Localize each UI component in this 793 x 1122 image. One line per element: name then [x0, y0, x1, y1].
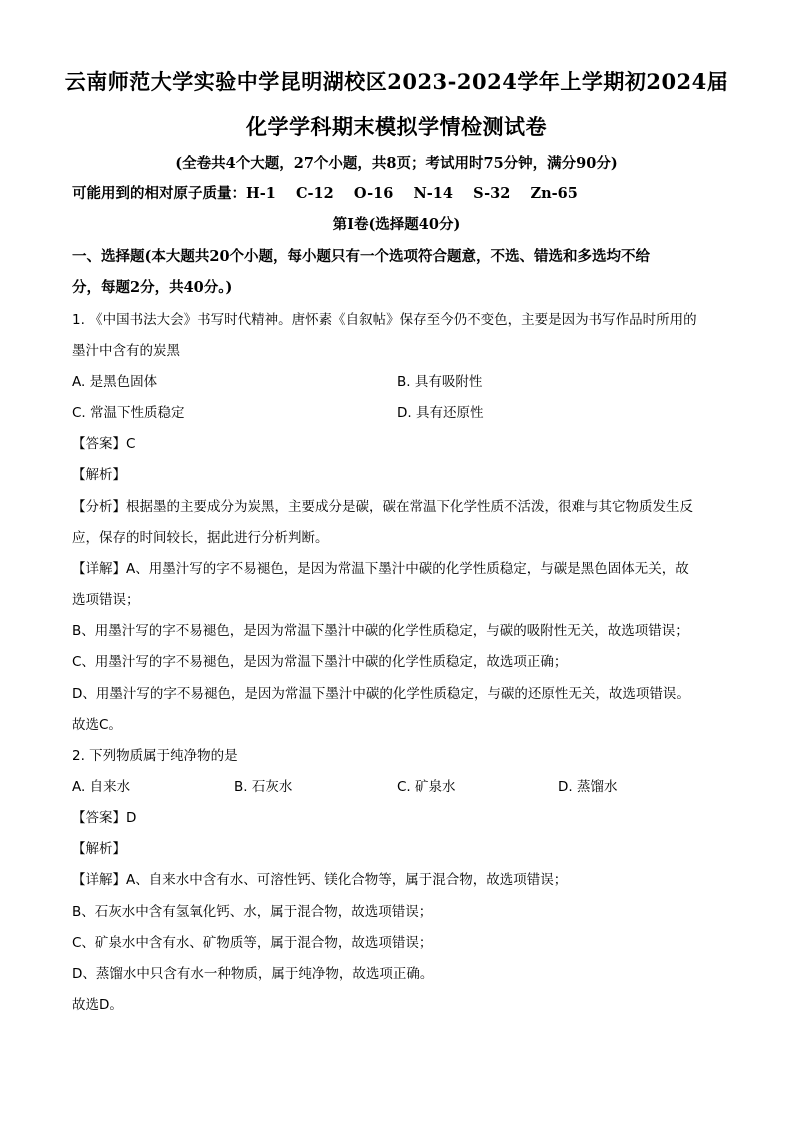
q1-stem-line1: 1. 《中国书法大会》书写时代精神。唐怀素《自叙帖》保存至今仍不变色，主要是因为书写作品时所用的 [72, 312, 697, 328]
q2-detail-line1: 【详解】A、自来水中含有水、可溶性钙、镁化合物等，属于混合物，故选项错误； [72, 872, 568, 888]
q2-answer: 【答案】D [72, 810, 137, 826]
q1-analysis-line1: 【分析】根据墨的主要成分为炭黑，主要成分是碳，碳在常温下化学性质不活泼，很难与其它物质发生反 [72, 499, 693, 515]
exam-info: (全卷共4个大题，27个小题，共8页；考试用时75分钟，满分90分) [175, 155, 618, 172]
q1-detail-line1: 【详解】A、用墨汁写的字不易褪色，是因为常温下墨汁中碳的化学性质稳定，与碳是黑色固体无关，故 [72, 561, 689, 577]
section-heading: 第Ⅰ卷(选择题40分) [332, 216, 461, 233]
q2-analysis-label: 【解析】 [72, 841, 126, 857]
q1-analysis-label: 【解析】 [72, 467, 126, 483]
q1-stem-line2: 墨汁中含有的炭黑 [72, 343, 180, 359]
q1-conclusion: 故选C。 [72, 717, 122, 733]
q2-option-c: C. 矿泉水 [397, 779, 456, 795]
q2-option-d: D. 蒸馏水 [558, 779, 618, 795]
q2-option-a: A. 自来水 [72, 779, 131, 795]
q2-stem: 2. 下列物质属于纯净物的是 [72, 748, 238, 764]
exam-title-line2: 化学学科期末模拟学情检测试卷 [246, 114, 547, 139]
q1-option-d: D. 具有还原性 [397, 405, 484, 421]
exam-title-line1: 云南师范大学实验中学昆明湖校区2023-2024学年上学期初2024届 [64, 69, 729, 94]
section-instruction-line2: 分，每题2分，共40分。) [72, 279, 233, 296]
q1-detail-line4: C、用墨汁写的字不易褪色，是因为常温下墨汁中碳的化学性质稳定，故选项正确； [72, 654, 568, 670]
q2-detail-line4: D、蒸馏水中只含有水一种物质，属于纯净物，故选项正确。 [72, 966, 434, 982]
section-instruction-line1: 一、选择题(本大题共20个小题，每小题只有一个选项符合题意，不选、错选和多选均不给 [72, 248, 651, 265]
q1-option-a: A. 是黑色固体 [72, 374, 158, 390]
atomic-mass-line: 可能用到的相对原子质量：H-1 C-12 O-16 N-14 S-32 Zn-65 [72, 185, 578, 202]
q2-option-b: B. 石灰水 [234, 779, 293, 795]
q1-detail-line2: 选项错误； [72, 592, 140, 608]
q1-analysis-line2: 应，保存的时间较长，据此进行分析判断。 [72, 530, 329, 546]
q2-detail-line3: C、矿泉水中含有水、矿物质等，属于混合物，故选项错误； [72, 935, 433, 951]
q1-detail-line3: B、用墨汁写的字不易褪色，是因为常温下墨汁中碳的化学性质稳定，与碳的吸附性无关，故选项错误； [72, 623, 689, 639]
q1-option-c: C. 常温下性质稳定 [72, 405, 185, 421]
q2-detail-line2: B、石灰水中含有氢氧化钙、水，属于混合物，故选项错误； [72, 904, 433, 920]
q1-answer: 【答案】C [72, 436, 136, 452]
q1-option-b: B. 具有吸附性 [397, 374, 483, 390]
q1-detail-line5: D、用墨汁写的字不易褪色，是因为常温下墨汁中碳的化学性质稳定，与碳的还原性无关，故选项错误。 [72, 686, 690, 702]
q2-conclusion: 故选D。 [72, 997, 123, 1013]
